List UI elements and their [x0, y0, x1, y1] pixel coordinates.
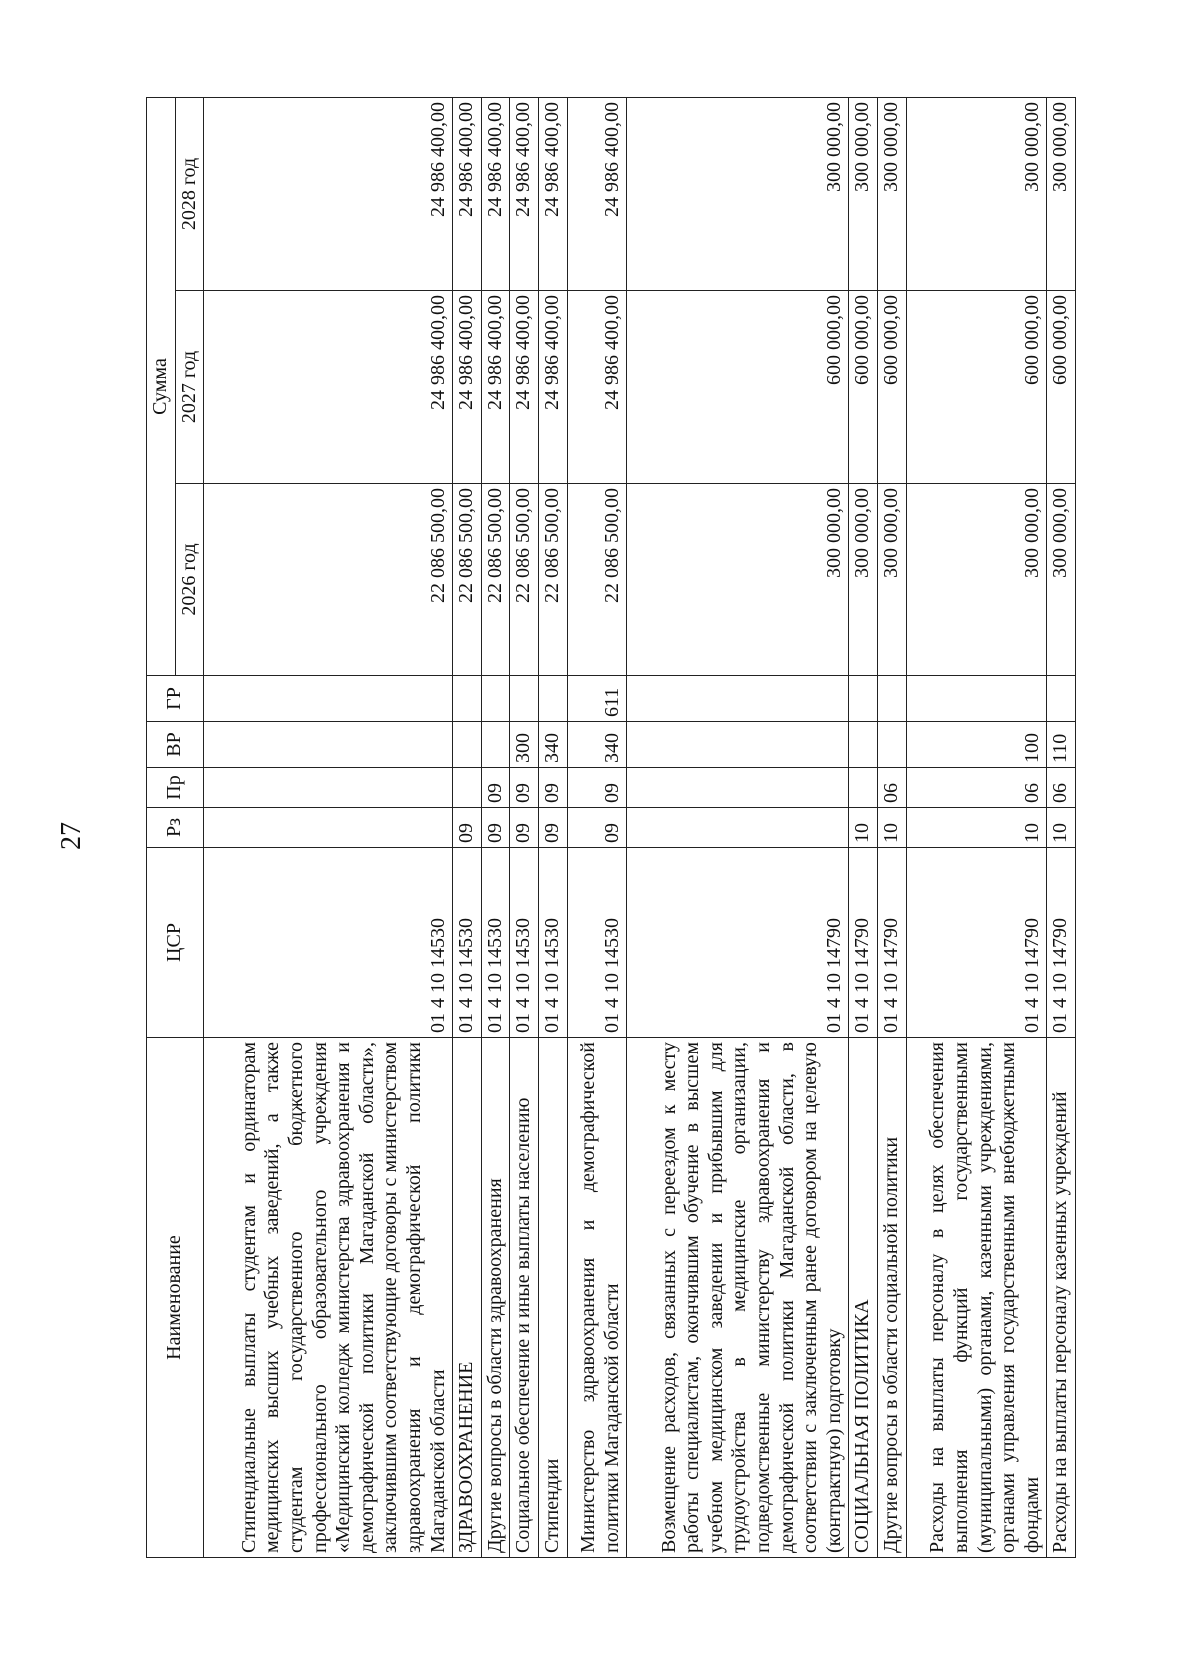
header-sum: Сумма	[147, 97, 176, 675]
cell-name: Другие вопросы в области социальной политики	[877, 1038, 906, 1558]
cell-y2027: 24 986 400,00	[567, 291, 627, 484]
table-row	[849, 97, 878, 1557]
cell-y2028: 24 986 400,00	[453, 97, 482, 290]
cell-gr	[538, 676, 567, 722]
cell-pr: 06	[877, 768, 906, 808]
cell-csr: 01 4 10 14790	[877, 848, 906, 1038]
cell-y2026: 300 000,00	[906, 484, 1047, 676]
cell-y2028: 300 000,00	[906, 97, 1047, 290]
cell-vr	[481, 722, 510, 768]
cell-vr: 110	[1047, 722, 1076, 768]
cell-csr: 01 4 10 14790	[906, 848, 1047, 1038]
cell-vr: 100	[906, 722, 1047, 768]
header-pr: Пр	[147, 768, 204, 808]
cell-y2026: 300 000,00	[849, 484, 878, 676]
cell-name: Другие вопросы в области здравоохранения	[481, 1038, 510, 1558]
cell-y2026: 22 086 500,00	[510, 484, 539, 676]
cell-csr: 01 4 10 14790	[627, 848, 849, 1038]
table-body	[204, 97, 1076, 1557]
cell-y2026: 22 086 500,00	[453, 484, 482, 676]
table-row	[510, 97, 539, 1557]
table-row	[204, 97, 453, 1557]
table-row	[627, 97, 849, 1557]
cell-gr	[453, 676, 482, 722]
cell-rz: 10	[1047, 808, 1076, 848]
cell-pr: 06	[906, 768, 1047, 808]
cell-y2028: 300 000,00	[849, 97, 878, 290]
header-2026: 2026 год	[175, 484, 204, 676]
cell-y2026: 22 086 500,00	[481, 484, 510, 676]
cell-vr: 300	[510, 722, 539, 768]
cell-y2026: 300 000,00	[1047, 484, 1076, 676]
cell-vr	[849, 722, 878, 768]
cell-y2027: 24 986 400,00	[538, 291, 567, 484]
cell-rz: 09	[453, 808, 482, 848]
cell-gr	[906, 676, 1047, 722]
cell-name: Возмещение расходов, связанных с переездом к месту работы специалистам, окончившим обучение в высшем учебном медицинском заведении и прибывшим для трудоустройства в медицинские организации, подведомственные министерству здравоохранения и демографической политики Магаданской области, в соответствии с заключенным ранее договором на целевую (контрактную) подготовку	[627, 1038, 849, 1558]
cell-csr: 01 4 10 14790	[849, 848, 878, 1038]
cell-pr: 09	[481, 768, 510, 808]
cell-name: СОЦИАЛЬНАЯ ПОЛИТИКА	[849, 1038, 878, 1558]
header-row-1	[147, 97, 176, 1557]
cell-y2026: 22 086 500,00	[538, 484, 567, 676]
budget-table	[146, 97, 1076, 1558]
cell-vr	[877, 722, 906, 768]
table-row	[906, 97, 1047, 1557]
cell-vr	[453, 722, 482, 768]
cell-vr	[204, 722, 453, 768]
cell-rz: 09	[481, 808, 510, 848]
cell-pr	[627, 768, 849, 808]
cell-csr: 01 4 10 14530	[453, 848, 482, 1038]
cell-csr: 01 4 10 14530	[538, 848, 567, 1038]
cell-pr	[453, 768, 482, 808]
table-row	[567, 97, 627, 1557]
cell-pr	[204, 768, 453, 808]
cell-gr	[877, 676, 906, 722]
cell-pr: 09	[510, 768, 539, 808]
header-csr: ЦСР	[147, 848, 204, 1038]
cell-y2026: 22 086 500,00	[204, 484, 453, 676]
cell-y2027: 600 000,00	[627, 291, 849, 484]
cell-name: Министерство здравоохранения и демографической политики Магаданской области	[567, 1038, 627, 1558]
cell-pr: 09	[567, 768, 627, 808]
cell-y2027: 24 986 400,00	[481, 291, 510, 484]
cell-y2026: 300 000,00	[627, 484, 849, 676]
cell-rz: 09	[538, 808, 567, 848]
cell-y2028: 24 986 400,00	[204, 97, 453, 290]
cell-gr	[204, 676, 453, 722]
cell-rz: 09	[567, 808, 627, 848]
cell-rz	[204, 808, 453, 848]
cell-gr	[849, 676, 878, 722]
cell-y2027: 600 000,00	[877, 291, 906, 484]
cell-y2027: 600 000,00	[849, 291, 878, 484]
table-row	[877, 97, 906, 1557]
cell-rz	[627, 808, 849, 848]
cell-csr: 01 4 10 14530	[567, 848, 627, 1038]
cell-gr	[510, 676, 539, 722]
cell-y2027: 24 986 400,00	[453, 291, 482, 484]
header-vr: ВР	[147, 722, 204, 768]
table-row	[1047, 97, 1076, 1557]
header-name: Наименование	[147, 1038, 204, 1558]
cell-rz: 10	[906, 808, 1047, 848]
cell-rz: 10	[849, 808, 878, 848]
cell-rz: 09	[510, 808, 539, 848]
cell-name: ЗДРАВООХРАНЕНИЕ	[453, 1038, 482, 1558]
table-row	[538, 97, 567, 1557]
cell-vr: 340	[538, 722, 567, 768]
cell-name: Расходы на выплаты персоналу казенных учреждений	[1047, 1038, 1076, 1558]
header-2027: 2027 год	[175, 291, 204, 484]
header-rz: Рз	[147, 808, 204, 848]
rotated-table-container	[146, 98, 1076, 1558]
cell-y2028: 24 986 400,00	[510, 97, 539, 290]
cell-y2028: 24 986 400,00	[538, 97, 567, 290]
cell-y2026: 300 000,00	[877, 484, 906, 676]
cell-gr	[1047, 676, 1076, 722]
cell-y2027: 24 986 400,00	[204, 291, 453, 484]
header-2028: 2028 год	[175, 97, 204, 290]
cell-y2028: 300 000,00	[627, 97, 849, 290]
cell-name: Стипендии	[538, 1038, 567, 1558]
cell-pr: 09	[538, 768, 567, 808]
cell-pr	[849, 768, 878, 808]
cell-vr	[627, 722, 849, 768]
table-row	[481, 97, 510, 1557]
table-row	[453, 97, 482, 1557]
page-number: 27	[56, 822, 87, 850]
cell-y2027: 24 986 400,00	[510, 291, 539, 484]
cell-gr: 611	[567, 676, 627, 722]
cell-y2027: 600 000,00	[906, 291, 1047, 484]
cell-csr: 01 4 10 14790	[1047, 848, 1076, 1038]
cell-name: Социальное обеспечение и иные выплаты населению	[510, 1038, 539, 1558]
header-gr: ГР	[147, 676, 204, 722]
cell-name: Расходы на выплаты персоналу в целях обеспечения выполнения функций государственными (муниципальными) органами, казенными учреждениями, органами управления государственными внебюджетными фондами	[906, 1038, 1047, 1558]
cell-gr	[481, 676, 510, 722]
cell-y2028: 300 000,00	[1047, 97, 1076, 290]
cell-y2028: 24 986 400,00	[481, 97, 510, 290]
cell-y2026: 22 086 500,00	[567, 484, 627, 676]
cell-y2027: 600 000,00	[1047, 291, 1076, 484]
cell-vr: 340	[567, 722, 627, 768]
cell-csr: 01 4 10 14530	[481, 848, 510, 1038]
cell-rz: 10	[877, 808, 906, 848]
cell-csr: 01 4 10 14530	[510, 848, 539, 1038]
cell-pr: 06	[1047, 768, 1076, 808]
cell-csr: 01 4 10 14530	[204, 848, 453, 1038]
cell-gr	[627, 676, 849, 722]
cell-y2028: 24 986 400,00	[567, 97, 627, 290]
cell-y2028: 300 000,00	[877, 97, 906, 290]
cell-name: Стипендиальные выплаты студентам и ординаторам медицинских высших учебных заведений, а также студентам государственного бюджетного профессионального образовательного учреждения «Медицинский колледж министерства здравоохранения и демографической политики Магаданской области», заключившим соответствующие договоры с министерством здравоохранения и демографической политики Магаданской области	[204, 1038, 453, 1558]
